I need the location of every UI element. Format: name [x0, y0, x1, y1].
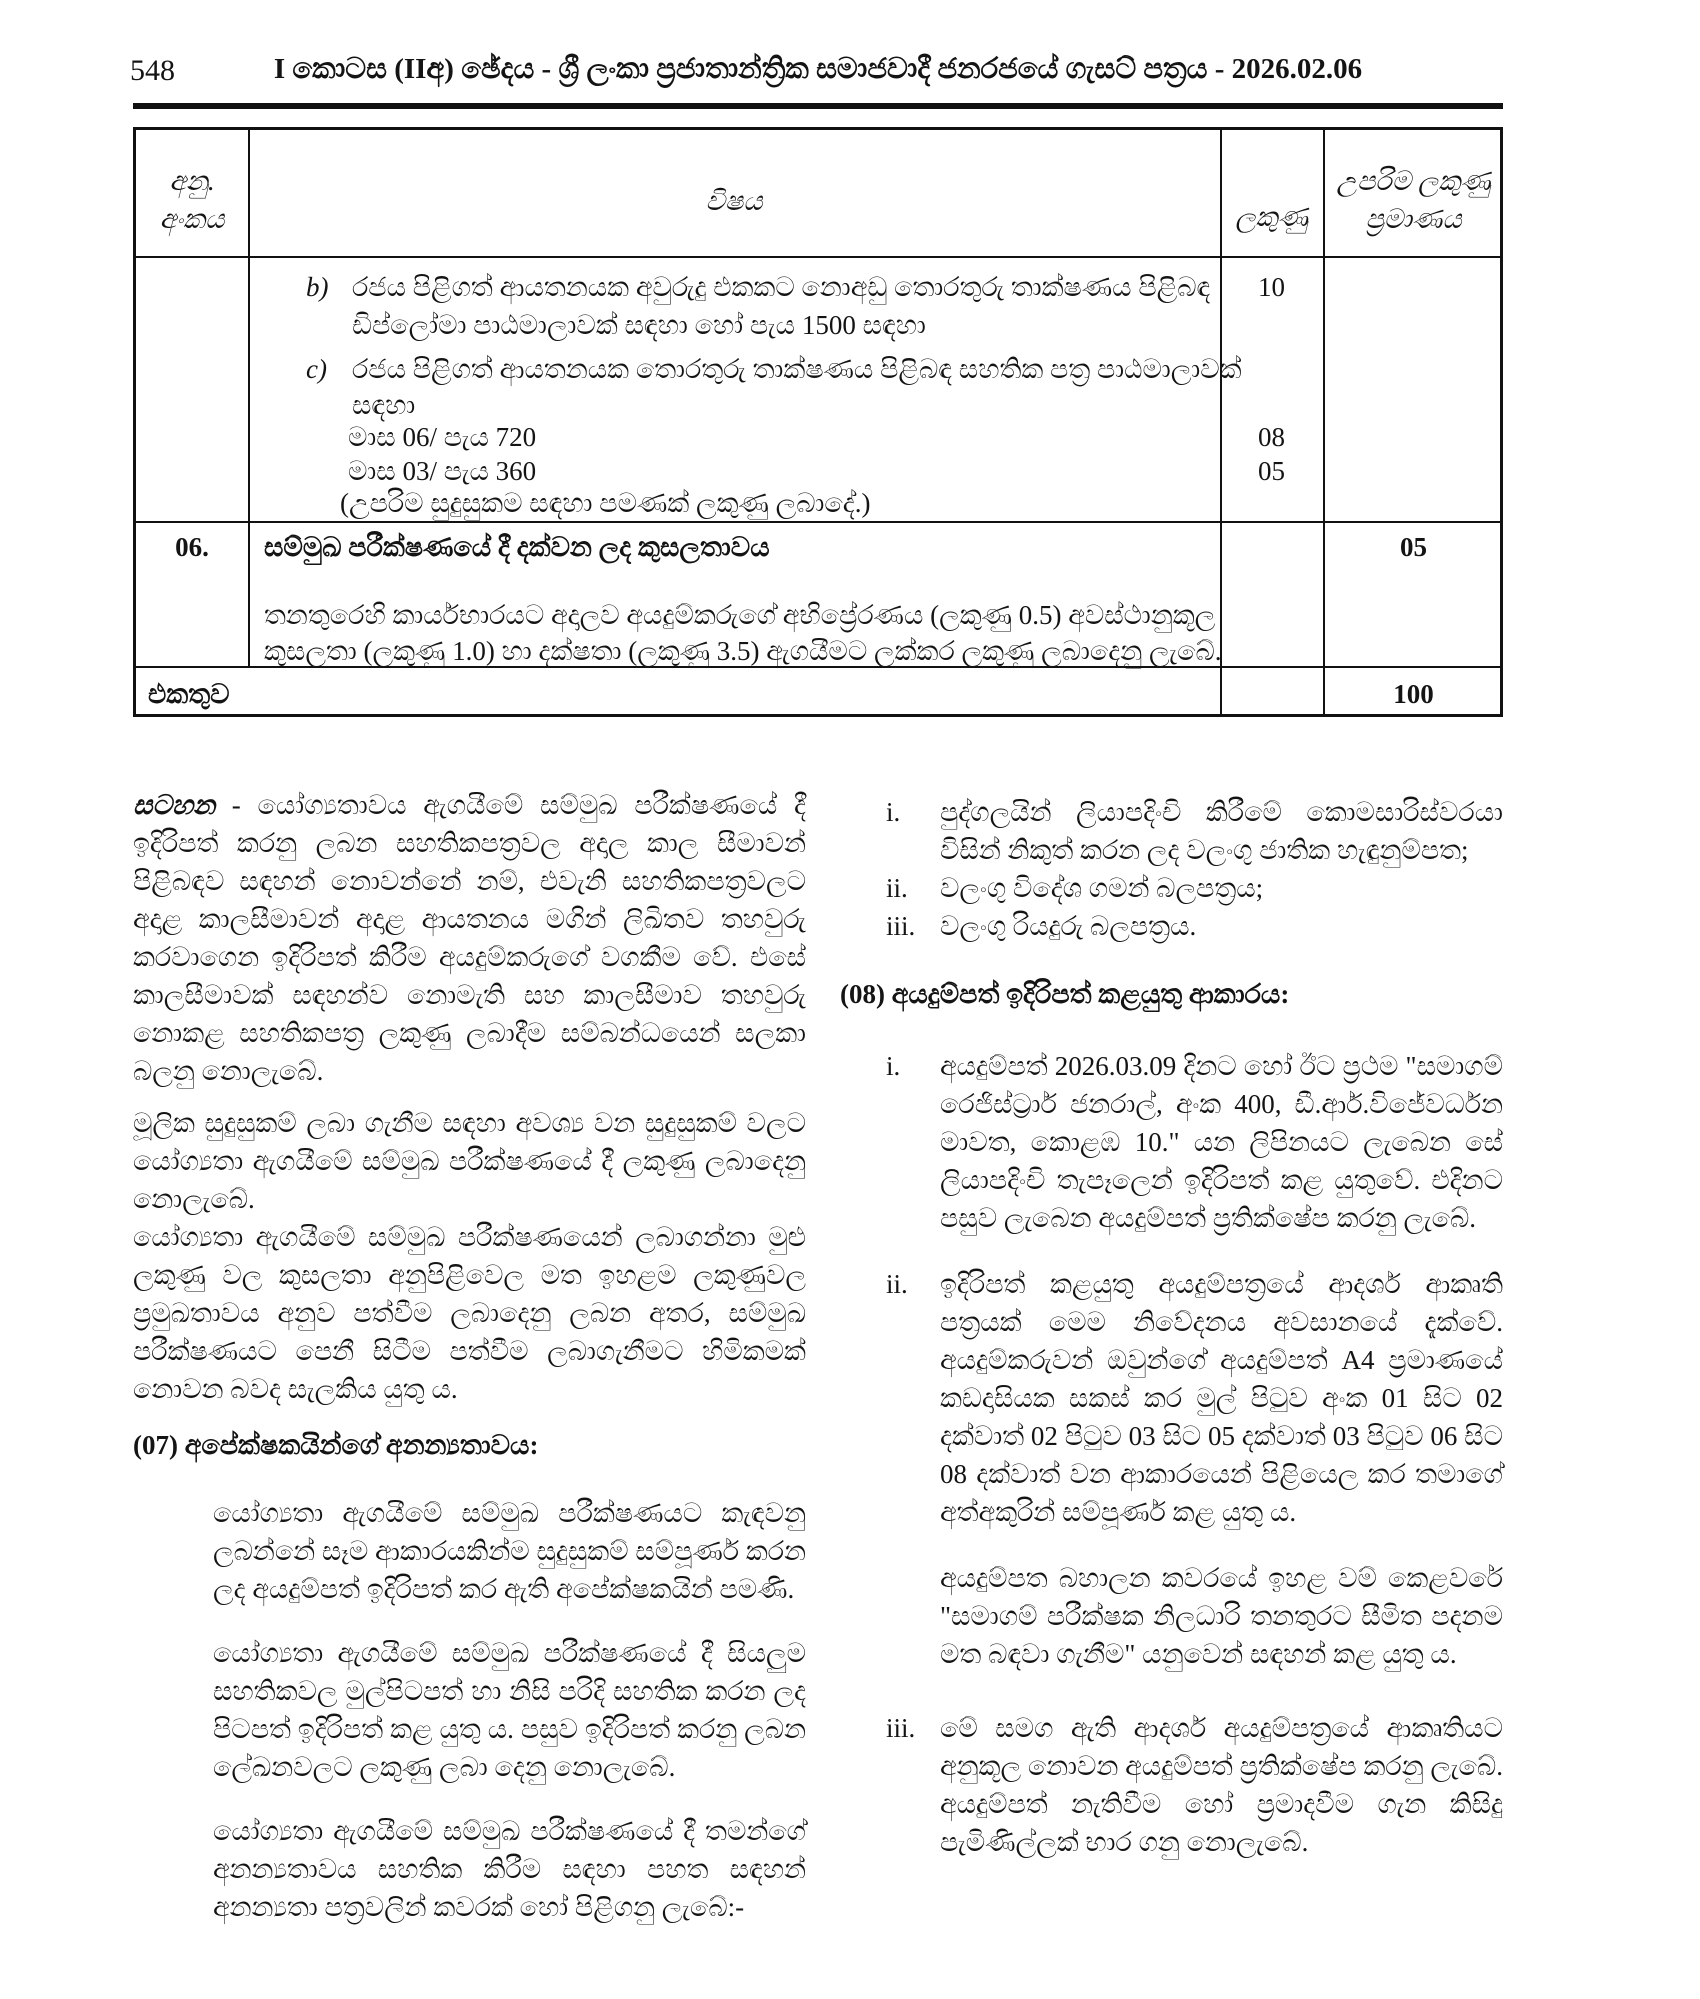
row06-body-line1: තනතුරෙහි කාර්යභාරයට අදාලව අයදුම්කරුගේ අභිප්‍රේරණය (ලකුණු 0.5) අවස්ථානුකූල — [264, 600, 1216, 630]
identity-list-item-2 — [840, 869, 1503, 907]
gazette-header-title: I කොටස (IIඅ) ඡේදය - ශ්‍රී ලංකා ප්‍රජාතාන්ත්‍රික සමාජවාදී ජනරජයේ ගැසට් පත්‍රය - 2026.02.06 — [273, 53, 1363, 85]
identity-list-item-1 — [840, 793, 1503, 869]
item-c-line1: රජය පිළිගත් ආයතනයක තොරතුරු තාක්ෂණය පිළිබඳ සහතික පත්‍ර පාඨමාලාවක් — [352, 354, 1242, 384]
item-c-label: c) — [306, 354, 327, 384]
paragraph-basic-qualifications: මූලික සුදුසුකම් ලබා ගැනීම සඳහා අවශ්‍ය වන සුදුසුකම් වලට යෝග්‍යතා ඇගයීමේ සම්මුඛ පරීක්ෂණයේ දී ලකුණු ලබාදෙනු නොලැබේ. — [133, 1108, 806, 1214]
identity-item-1-text: පුද්ගලයින් ලියාපදිංචි කිරීමේ කොමසාරිස්වරයා විසින් නිකුත් කරන ලද වලංගු ජාතික හැඳුනුම්පත; — [940, 797, 1503, 865]
application-item-2-marker: ii. — [886, 1269, 908, 1299]
identity-item-1-marker: i. — [886, 797, 901, 827]
table-header-max-line2: ප්‍රමාණය — [1365, 204, 1462, 234]
table-divider-horizontal-1 — [136, 256, 1500, 258]
paragraph-interview-call: යෝග්‍යතා ඇගයීමේ සම්මුඛ පරීක්ෂණයට කැඳවනු ලබන්නේ සෑම ආකාරයකින්ම සුදුසුකම් සම්පූර්ණ කරන ලද අයදුම්පත් ඉදිරිපත් කර ඇති අපේක්ෂකයින් පමණි. — [213, 1498, 806, 1604]
item-c-line2: සඳහා — [352, 390, 416, 420]
row06-max-marks: 05 — [1400, 532, 1427, 562]
marks-table — [133, 127, 1503, 717]
identity-item-2-text: වලංගු විදේශ ගමන් බලපත්‍රය; — [940, 873, 1264, 903]
table-header-max — [1323, 162, 1504, 238]
row06-title: සම්මුඛ පරීක්ෂණයේ දී දක්වන ලද කුසලතාවය — [264, 532, 770, 562]
paragraph-identity-proof: යෝග්‍යතා ඇගයීමේ සම්මුඛ පරීක්ෂණයේ දී තමන්ගේ අනන්‍යතාවය සහතික කිරීම සඳහා පහත සඳහන් අනන්‍යතා පත්‍රවලින් කවරක් හෝ පිළිගනු ලැබේ:- — [213, 1816, 806, 1922]
table-header-no — [136, 162, 248, 238]
row06-number: 06. — [175, 532, 209, 562]
paragraph-merit-order: යෝග්‍යතා ඇගයීමේ සම්මුඛ පරීක්ෂණයෙන් ලබාගන්නා මුළු ලකුණු වල කුසලතා අනුපිළිවෙල මත ඉහළම ලකුණුවල ප්‍රමුඛතාවය අනුව පත්වීම ලබාදෙනු ලබන අතර, සම්මුඛ පරීක්ෂණයට පෙනී සිටීම පත්වීම ලබාගැනීමට හිමිකමක් නොවන බවද සැලකිය යුතු ය. — [133, 1222, 806, 1404]
right-column — [840, 793, 1503, 1883]
envelope-cover-note: අයදුම්පත බහාලන කවරයේ ඉහළ වම් කෙළවරේ "සමාගම් පරීක්ෂක නිලධාරි තනතුරට සීමිත පදනම මත බඳවා ගැනීම" යනුවෙන් සඳහන් කළ යුතු ය. — [940, 1563, 1503, 1669]
header-rule — [133, 103, 1503, 109]
note-body: - යෝග්‍යතාවය ඇගයීමේ සම්මුඛ පරීක්ෂණයේ දී ඉදිරිපත් කරනු ලබන සහතිකපත්‍රවල අදාල කාල සීමාවන් පිළිබඳව සඳහන් නොවන්නේ නම්, එවැනි සහතිකපත්‍රවලට අදාළ කාලසීමාවන් අදාළ ආයතනය මගින් ලිඛිතව තහවුරු කරවාගෙන ඉදිරිපත් කිරීම අයදුම්කරුගේ වගකීම වේ. එසේ කාලසීමාවක් සඳහන්ව නොමැති සහ කාලසීමාව තහවුරු නොකළ සහතිකපත්‍ර ලකුණු ලබාදීම සම්බන්ධයෙන් සලකා බලනු නොලැබේ. — [133, 790, 806, 1086]
application-item-3-marker: iii. — [886, 1713, 916, 1743]
table-header-max-line1: උපරිම ලකුණු — [1336, 166, 1491, 196]
item-b-label: b) — [306, 272, 329, 302]
application-item-1-text: අයදුම්පත් 2026.03.09 දිනට හෝ ඊට ප්‍රථම "සමාගම් රෙජිස්ට්‍රාර් ජනරාල්, අංක 400, ඩී.ආර්.විජේවර්ධන මාවත, කොළඹ 10." යන ලිපිනයට ලැබෙන සේ ලියාපදිංචි තැපෑලෙන් ඉදිරිපත් කළ යුතුවේ. එදිනට පසුව ලැබෙන අයදුම්පත් ප්‍රතික්ෂේප කරනු ලැබේ. — [940, 1051, 1503, 1233]
item-b-marks: 10 — [1258, 272, 1285, 302]
table-header-no-line2: අංකය — [159, 204, 225, 234]
item-c-sub1-marks: 08 — [1258, 422, 1285, 452]
application-list-item-1 — [840, 1047, 1503, 1237]
application-item-1-marker: i. — [886, 1051, 901, 1081]
item-c-sub2: මාස 03/ පැය 360 — [348, 456, 537, 486]
application-item-2-text: ඉදිරිපත් කළයුතු අයදුම්පත්‍රයේ ආදර්ශ ආකෘති පත්‍රයක් මෙම නිවේදනය අවසානයේ දැක්වේ. අයදුම්කරුවන් ඔවුන්ගේ අයදුම්පත් A4 ප්‍රමාණයේ කඩදාසියක සකස් කර මුල් පිටුව අංක 01 සිට 02 දක්වාත් 02 පිටුව 03 සිට 05 දක්වාත් 03 පිටුව 06 සිට 08 දක්වාත් වන ආකාරයෙන් පිළියෙල කර තමාගේ අත්අකුරින් සම්පූර්ණ කළ යුතු ය. — [940, 1269, 1503, 1527]
identity-item-3-text: වලංගු රියදුරු බලපත්‍රය. — [940, 911, 1197, 941]
item-b-line2: ඩිප්ලෝමා පාඨමාලාවක් සඳහා හෝ පැය 1500 සඳහා — [352, 310, 926, 340]
paragraph-original-certificates: යෝග්‍යතා ඇගයීමේ සම්මුඛ පරීක්ෂණයේ දී සියලුම සහතිකවල මුල්පිටපත් හා නිසි පරිදි සහතික කරන ලද පිටපත් ඉදිරිපත් කළ යුතු ය. පසුව ඉදිරිපත් කරනු ලබන ලේඛනවලට ලකුණු ලබා දෙනු නොලැබේ. — [213, 1638, 806, 1782]
total-max-marks: 100 — [1393, 679, 1434, 709]
item-c-sub2-marks: 05 — [1258, 456, 1285, 486]
left-column — [133, 786, 806, 1926]
note-paragraph — [133, 786, 806, 1090]
page-number: 548 — [130, 54, 175, 87]
table-header-subject: විෂය — [705, 186, 763, 216]
application-list-item-3 — [840, 1709, 1503, 1861]
total-label: එකතුව — [148, 679, 230, 709]
identity-item-2-marker: ii. — [886, 873, 908, 903]
item-b-line1: රජය පිළිගත් ආයතනයක අවුරුදු එකකට නොඅඩු තොරතුරු තාක්ෂණය පිළිබඳ — [352, 272, 1211, 302]
table-header-marks: ලකුණු — [1235, 202, 1308, 232]
application-item-3-text: මේ සමග ඇති ආදර්ශ අයදුම්පත්‍රයේ ආකෘතියට අනුකූල නොවන අයදුම්පත් ප්‍රතික්ෂේප කරනු ලැබේ. අයදුම්පත් නැතිවීම හෝ ප්‍රමාදවීම ගැන කිසිදු පැමිණිල්ලක් භාර ගනු නොලැබේ. — [940, 1713, 1503, 1857]
identity-item-3-marker: iii. — [886, 911, 916, 941]
row06-body-line2: කුසලතා (ලකුණු 1.0) හා දක්ෂතා (ලකුණු 3.5) ඇගයීමට ලක්කර ලකුණු ලබාදෙනු ලැබේ. — [264, 636, 1222, 666]
section-heading-08: (08) අයදුම්පත් ඉදිරිපත් කළයුතු ආකාරය: — [840, 979, 1290, 1009]
note-label: සටහන — [133, 790, 215, 820]
qualification-note: (උපරිම සුදුසුකම සඳහා පමණක් ලකුණු ලබාදේ.) — [340, 488, 871, 518]
identity-list-item-3 — [840, 907, 1503, 945]
item-c-sub1: මාස 06/ පැය 720 — [348, 422, 537, 452]
section-heading-07: (07) අපේක්ෂකයින්ගේ අනන්‍යතාවය: — [133, 1430, 539, 1460]
application-list-item-2 — [840, 1265, 1503, 1531]
table-header-no-line1: අනු. — [169, 166, 215, 196]
